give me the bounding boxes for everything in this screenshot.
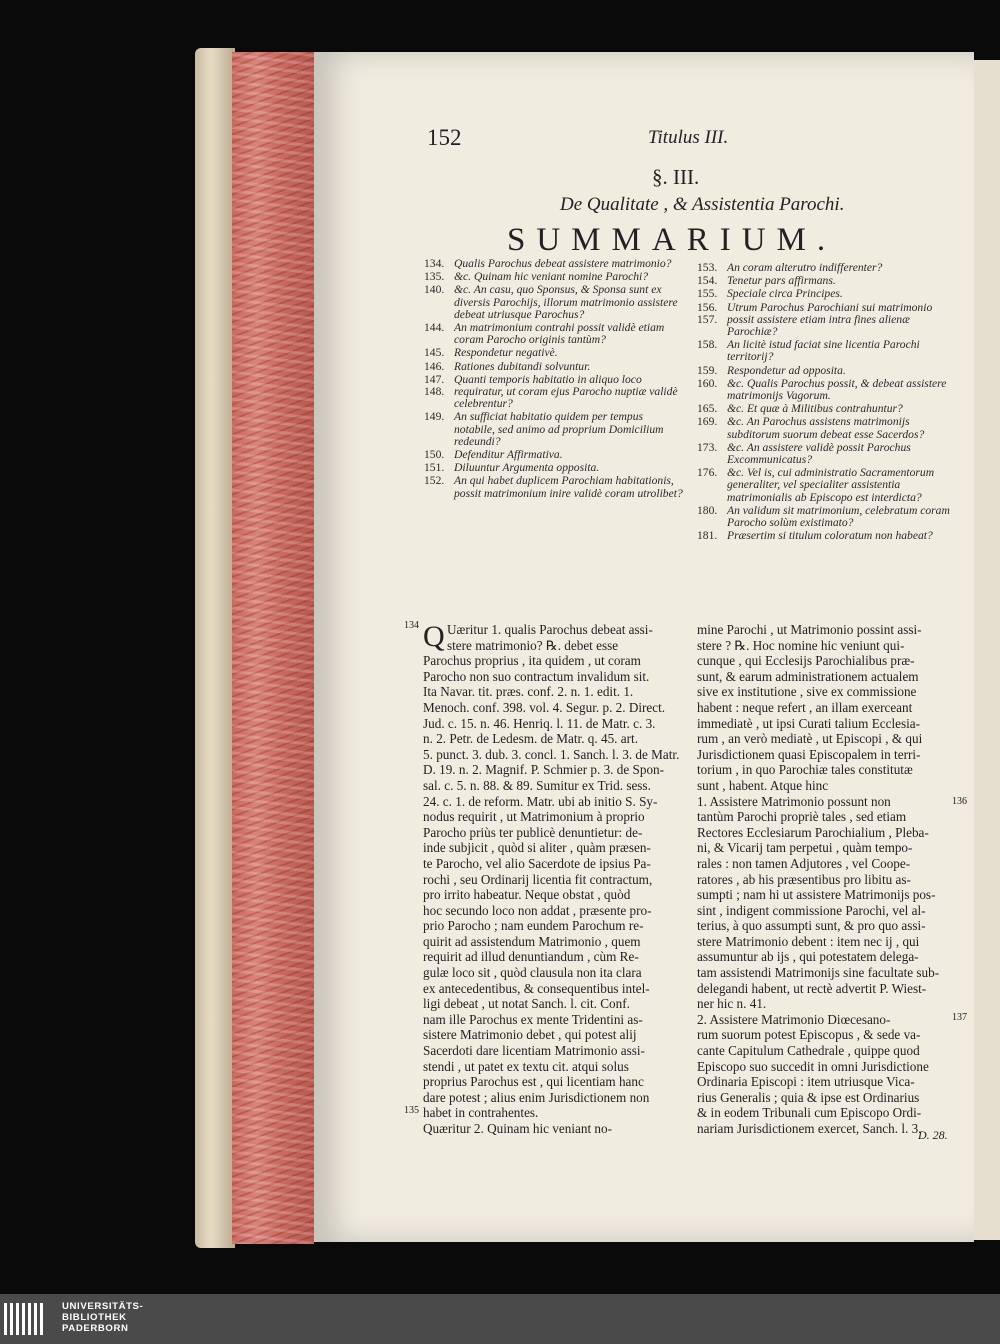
body-line: Episcopo suo succedit in omni Jurisdictione [697, 1058, 929, 1074]
summary-item-number: 159. [697, 363, 718, 377]
body-line: Parocho non suo contractum invalidum sit. [423, 668, 650, 684]
summary-item-number: 151. [424, 461, 445, 475]
body-line: ni, & Vicarij tam perpetui , quàm tempo- [697, 840, 913, 856]
body-line: Rectores Ecclesiarum Parochialium , Pleba- [697, 824, 929, 840]
summary-item-number: 145. [424, 346, 445, 360]
body-line: proprius Parochus est , qui licentiam hanc [423, 1074, 644, 1090]
summary-item-number: 135. [424, 270, 445, 284]
body-line: Sacerdoti dare licentiam Matrimonio assi- [423, 1043, 645, 1059]
summary-item [697, 365, 959, 377]
summary-item-number: 165. [697, 402, 718, 416]
body-line: sunt , habent. Atque hinc [697, 777, 829, 793]
library-footer [0, 1294, 1000, 1344]
body-line: delegandi habent, ut rectè advertit P. Wiest- [697, 980, 927, 996]
summary-item-number: 156. 157. [697, 300, 718, 326]
body-line: 2. Assistere Matrimonio Diœcesano- [697, 1011, 891, 1027]
body-line: habet in contrahentes. [423, 1105, 539, 1121]
catchword: D. 28. [918, 1128, 948, 1142]
summary-item-number: 155. [697, 287, 718, 301]
body-line: tam assistendi Matrimonijs sine facultate sub- [697, 965, 940, 981]
margin-number: 136 [952, 796, 967, 807]
body-line: dare potest ; alius enim Jurisdictionem non [423, 1089, 650, 1105]
summary-item [697, 416, 959, 440]
body-line: sint , indigent commissione Parochi, vel al- [697, 902, 926, 918]
summary-item-text: Respondetur negativè. [454, 346, 558, 360]
library-logo-icon [2, 1299, 52, 1339]
body-line: 5. punct. 3. dub. 3. concl. 1. Sanch. l. 3. de Matr. [423, 746, 680, 762]
body-line: stere Matrimonio debent : item nec ij , qui [697, 933, 920, 949]
body-line: sal. c. 5. n. 88. & 89. Sumitur ex Trid. sess. [423, 777, 651, 793]
body-line: 1. Assistere Matrimonio possunt non [697, 793, 891, 809]
summary-item [424, 475, 686, 499]
body-line: stere ? ℞. Hoc nomine hic veniunt qui- [697, 637, 905, 653]
body-line: Ita Navar. tit. præs. conf. 2. n. 1. edit. 1. [423, 684, 634, 700]
summary-item-text: &c. An casu, quo Sponsus, & Sponsa sunt ex diversis Parochijs, illorum matrimonio assistere debeat utriusque Parochus? [454, 283, 678, 321]
body-line: cante Capitulum Cathedrale , quippe quod [697, 1043, 920, 1059]
body-line: cunque , qui Ecclesijs Parochialibus præ- [697, 653, 915, 669]
body-line: immediatè , ut ipsi Curati talium Ecclesia- [697, 715, 921, 731]
summary-item [424, 374, 686, 411]
summary-item [697, 262, 959, 274]
body-left-column [423, 622, 678, 1137]
body-line: quirit ad assistendum Matrimonio , quem [423, 933, 641, 949]
body-line: gulæ loco sit , quòd clausula non ita clara [423, 965, 642, 981]
summary-item-number: 158. [697, 338, 718, 352]
summary-item [697, 467, 959, 504]
summary-item-number: 147. 148. [424, 372, 445, 399]
body-line: Parochus proprius , ita quidem , ut coram [423, 653, 641, 669]
body-right-column [697, 622, 952, 1137]
summary-item-text: An coram alterutro indifferenter? [727, 261, 883, 274]
summary-item-text: &c. Quinam hic veniant nomine Parochi? [454, 270, 649, 284]
body-line: rum suorum potest Episcopus , & sede va- [697, 1027, 921, 1043]
summary-item [424, 411, 686, 448]
summary-item-number: 153. [697, 261, 718, 274]
summary-right-column [697, 262, 959, 543]
body-line: Jurisdictionem quasi Episcopalem in terri- [697, 746, 921, 762]
margin-number: 135 [404, 1105, 419, 1116]
library-name: UNIVERSITÄTS- BIBLIOTHEK PADERBORN [62, 1301, 144, 1334]
summary-item-text: An licitè istud faciat sine licentia Parochi territorij? [727, 338, 920, 364]
body-line: prio Parocho ; nam eundem Parochum re- [423, 918, 644, 934]
body-line: tantùm Parochi propriè tales , sed etiam [697, 809, 907, 825]
summarium-heading: SUMMARIUM. [507, 222, 837, 258]
summary-item [424, 284, 686, 321]
running-head: Titulus III. [648, 127, 729, 148]
body-line: nodus requirit , ut Matrimonium à proprio [423, 809, 645, 825]
summary-item [697, 288, 959, 300]
summary-item-text: An matrimonium contrahi possit validè etiam coram Parocho originis tantùm? [454, 321, 665, 347]
summary-item-number: 160. [697, 376, 718, 390]
summary-item [697, 442, 959, 466]
summary-item-text: Rationes dubitandi solvuntur. [454, 359, 591, 373]
summary-item-number: 169. [697, 415, 718, 429]
summary-item-text: Præsertim si titulum coloratum non habeat? [727, 529, 933, 543]
summary-item [424, 347, 686, 359]
body-line: requirit ad illud denuntiandum , cùm Re- [423, 949, 639, 965]
summary-item-text: An qui habet duplicem Parochiam habitationis, possit matrimonium inire validè coram utrolibet? [454, 474, 683, 500]
body-line: Ordinaria Episcopi : item utriusque Vica- [697, 1074, 915, 1090]
body-line: habent : neque refert , an illam exerceant [697, 699, 913, 715]
body-line: ex antecedentibus, & consequentibus intel- [423, 980, 650, 996]
summary-item [697, 378, 959, 402]
body-line: torium , in quo Parochiæ tales constitutæ [697, 762, 913, 778]
body-line: rales : non tamen Adjutores , vel Coope- [697, 855, 911, 871]
body-line: Quæritur 2. Quinam hic veniant no- [423, 1121, 612, 1136]
summary-item [424, 271, 686, 283]
body-line: Jud. c. 15. n. 46. Henriq. l. 11. de Matr. c. 3. [423, 715, 656, 731]
body-line: nariam Jurisdictionem exercet, Sanch. l. 3. [697, 1121, 922, 1136]
summary-left-column [424, 258, 686, 501]
body-line: Uæritur 1. qualis Parochus debeat assi- [447, 622, 653, 637]
summary-item [697, 403, 959, 415]
body-line: terius, à quo assumpti sunt, & pro quo assi- [697, 918, 926, 934]
body-line: n. 2. Petr. de Ledesm. de Matr. q. 45. art. [423, 731, 638, 747]
body-line: rum , an verò mediatè , ut Episcopi , & qui [697, 731, 923, 747]
summary-item-text: &c. Et quæ à Militibus contrahuntur? [727, 402, 903, 416]
body-line: 24. c. 1. de reform. Matr. ubi ab initio S. Sy- [423, 793, 658, 809]
body-line: & in eodem Tribunali cum Episcopo Ordi- [697, 1105, 922, 1121]
page-number: 152 [427, 125, 462, 150]
summary-item-number: 152. [424, 474, 445, 488]
body-line: sumpti ; nam hi ut assistere Matrimonijs pos- [697, 887, 936, 903]
body-line: assumuntur ab ijs , qui potestatem delega- [697, 949, 919, 965]
body-line: ratores , ab his præsentibus pro libitu as- [697, 871, 911, 887]
summary-item-text: An validum sit matrimonium, celebratum coram Parocho solùm existimato? [727, 503, 950, 530]
margin-number: 137 [952, 1012, 967, 1023]
body-line: sunt, & earum administrationem actualem [697, 668, 919, 684]
body-line: Parocho priùs ter publicè denuntietur: de- [423, 824, 643, 840]
summary-item-text: &c. Qualis Parochus possit, & debeat assistere matrimonijs Vagorum. [727, 376, 947, 403]
summary-item-number: 173. [697, 440, 718, 454]
summary-item [697, 302, 959, 339]
summary-item-text: Tenetur pars affirmans. [727, 274, 836, 288]
summary-item-number: 134. [424, 257, 445, 270]
body-line: inde subjicit , quòd si aliter , quàm præsen- [423, 840, 651, 856]
summary-item-number: 180. [697, 503, 718, 517]
sprinkled-page-edge [232, 52, 314, 1244]
summary-item [424, 361, 686, 373]
body-line: rochi , seu Ordinarij licentia fit contractum, [423, 871, 653, 887]
body-line: ner hic n. 41. [697, 996, 767, 1012]
summary-item-text: Defenditur Affirmativa. [454, 448, 563, 462]
body-line: ligi debeat , ut notat Sanch. l. cit. Conf. [423, 996, 630, 1012]
summary-item [424, 322, 686, 346]
summary-item [697, 339, 959, 363]
body-line: pro irrito habeatur. Neque obstat , quòd [423, 887, 631, 903]
summary-item-text: Respondetur ad opposita. [727, 363, 846, 377]
summary-item-text: &c. Vel is, cui administratio Sacramentorum generaliter, vel specialiter assistentia matrimonialis ab Episcopo est interdicta? [727, 466, 935, 504]
body-line: sistere Matrimonio debet , qui potest alij [423, 1027, 637, 1043]
summary-item [697, 505, 959, 529]
body-line: te Parocho, vel alio Sacerdote de ipsius Pa- [423, 855, 651, 871]
summary-item-text: Quanti temporis habitatio in aliquo loco requiratur, ut coram ejus Parocho nuptiæ validè celebrentur? [454, 372, 678, 411]
summary-item-number: 140. [424, 283, 445, 297]
summary-item-number: 176. [697, 466, 718, 480]
summary-item [424, 462, 686, 474]
body-line: stere matrimonio? ℞. debet esse [447, 637, 619, 653]
section-heading: §. III. [652, 165, 700, 189]
summary-item-number: 150. [424, 448, 445, 462]
summary-item-text: &c. An Parochus assistens matrimonijs subditorum suorum debeat esse Sacerdos? [727, 415, 925, 441]
summary-item-text: &c. An assistere validè possit Parochus Excommunicatus? [727, 440, 911, 467]
drop-cap: Q [423, 620, 445, 653]
body-line: Menoch. conf. 398. vol. 4. Segur. p. 2. Direct. [423, 699, 666, 715]
body-line: rius Generalis ; quia & ipse est Ordinarius [697, 1089, 920, 1105]
book-cover-edge [195, 48, 235, 1248]
margin-number: 134 [404, 620, 419, 631]
summary-item-number: 149. [424, 410, 445, 424]
summary-item-number: 146. [424, 359, 445, 373]
body-line: D. 19. n. 2. Magnif. P. Schmier p. 3. de Spon- [423, 762, 665, 778]
summary-item [697, 530, 959, 542]
body-line: stendi , ut patet ex textu cit. atqui solus [423, 1058, 629, 1074]
body-line: sive ex institutione , sive ex commissione [697, 684, 917, 700]
summary-item-number: 154. [697, 274, 718, 288]
summary-item [424, 258, 686, 270]
summary-item-number: 181. [697, 529, 718, 543]
section-title: De Qualitate , & Assistentia Parochi. [560, 194, 845, 215]
summary-item-number: 144. [424, 321, 445, 335]
facing-page-edge [974, 60, 1000, 1240]
body-line: mine Parochi , ut Matrimonio possint assi- [697, 622, 922, 637]
summary-item-text: Speciale circa Principes. [727, 287, 843, 301]
body-line: hoc secundo loco non addat , præsente pro- [423, 902, 652, 918]
body-line: nam ille Parochus ex mente Tridentini as- [423, 1011, 643, 1027]
summary-item [697, 275, 959, 287]
summary-item-text: An sufficiat habitatio quidem per tempus notabile, sed animo ad proprium Domicilium redeundi? [454, 410, 664, 448]
summary-item [424, 449, 686, 461]
summary-item-text: Utrum Parochus Parochiani sui matrimonio possit assistere etiam intra fines alienæ Parochiæ? [727, 300, 933, 339]
summary-item-text: Diluuntur Argumenta opposita. [454, 461, 600, 475]
summary-item-text: Qualis Parochus debeat assistere matrimonio? [454, 257, 672, 270]
